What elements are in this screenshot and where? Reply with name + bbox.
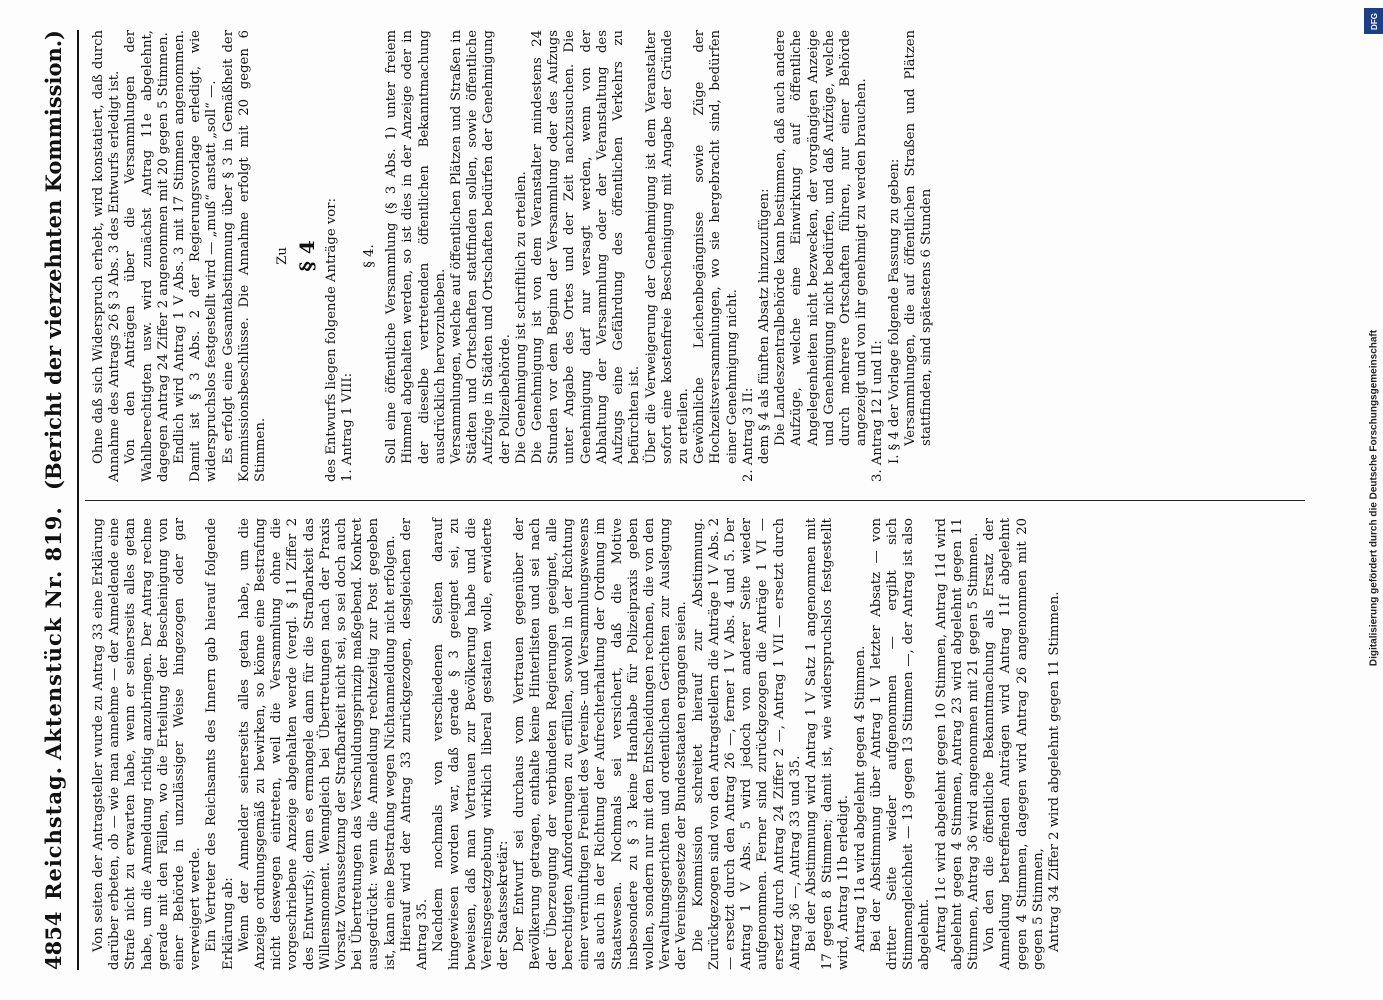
column-divider <box>85 500 1305 501</box>
paragraph: Versammlungen, die auf öffentlichen Straßen und Plätzen stattfinden, sind spätestens 6 Stunden <box>902 30 934 446</box>
header-right: (Bericht der vierzehnten Kommission.) <box>41 30 66 491</box>
paragraph: Nachdem nochmals von verschiedenen Seiten darauf hingewiesen worden war, daß gerade § 3 geeignet sei, zu beweisen, daß man Vertrauen zur Bevölkerung habe und die Vereinsgesetzgebung wirklich liberal gestalten wolle, erwiderte der Staatssekretär: <box>431 518 512 970</box>
paragraph: Bei der Abstimmung über Antrag 1 V letzter Absatz — von dritter Seite wieder aufgenommen — ergibt sich Stimmengleichheit — 13 gegen 13 Stimmen —, der Antrag ist also abgelehnt. <box>868 518 933 970</box>
page-number: 4854 <box>41 911 66 970</box>
paragraph: Der Entwurf sei durchaus vom Vertrauen gegenüber der Bevölkerung getragen, enthalte keine Hinterlisten und sei nach der Überzeugung der verbündeten Regierungen geeignet, alle berechtigten Anforderungen zu erfüllen, sowohl in der Richtung einer vernünftigen Freiheit des Vereins- und Versammlungswesens als auch in der Richtung der Aufrechterhaltung der Ordnung im Staatswesen. Nochmals sei versichert, daß die Motive insbesondere zu § 3 keine Handhabe für Polizeipraxis geben wollen, sondern nur mit den Entscheidungen rechnen, die von den Verwaltungsgerichten und ordentlichen Gerichten zur Auslegung der Vereinsgesetze der Bundesstaaten ergangen seien. <box>512 518 690 970</box>
paragraph: Die Kommission schreitet hierauf zur Abstimmung. Zurückgezogen sind von den Antragstellern die Anträge 1 V Abs. 2 — ersetzt durch den Antrag 26 —, ferner 1 V Abs. 4 und 5. Der Antrag 1 V Abs. 5 wird jedoch von anderer Seite wieder aufgenommen. Ferner sind zurückgezogen die Anträge 1 VI — ersetzt durch Antrag 24 Ziffer 2 —, Antrag 1 VII — ersetzt durch Antrag 36 —, Antrag 33 und 35. <box>690 518 803 970</box>
paragraph: des Entwurfs liegen folgende Anträge vor: <box>323 198 339 482</box>
document-page <box>35 30 1315 970</box>
left-column <box>91 518 1063 970</box>
paragraph: Über die Verweigerung der Genehmigung ist dem Veranstalter sofort eine kostenfreie Bescheinigung mit Angabe der Gründe zu erteilen. <box>643 30 691 464</box>
section-prefix: Zu <box>275 247 291 265</box>
paragraph: Ein Vertreter des Reichsamts des Innern gab hierauf folgende Erklärung ab: <box>204 518 236 970</box>
subsection-heading: § 4. <box>362 244 378 268</box>
header-left: Reichstag. <box>41 766 66 900</box>
paragraph: Von den die öffentliche Bekanntmachung als Ersatz der Anmeldung betreffenden Anträgen wird Antrag 11f abgelehnt gegen 4 Stimmen, dagegen wird Antrag 26 angenommen mit 20 gegen 5 Stimmen, <box>982 518 1046 970</box>
list-item: 1. Antrag 1 VIII: <box>339 372 355 482</box>
paragraph: Gewöhnliche Leichenbegängnisse sowie Züge der Hochzeitsversammlungen, wo sie hergebracht sind, bedürfen einer Genehmigung nicht. <box>692 30 740 464</box>
paragraph: Von den Anträgen über die Versammlungen der Wahlberechtigten usw. wird zunächst Antrag 11e abgelehnt, dagegen Antrag 24 Ziffer 2 angenommen mit 20 gegen 5 Stimmen. <box>123 30 171 482</box>
paragraph: Wenn der Anmelder seinerseits alles getan habe, um die Anzeige ordnungsgemäß zu bewirken, so könne eine Bestrafung nicht deswegen eintreten, weil die Versammlung ohne die vorgeschriebene Anzeige abgehalten werde (vergl. § 11 Ziffer 2 des Entwurfs); denn es ermangele dann für die Strafbarkeit das Willensmoment. Wenngleich bei Übertretungen nach der Praxis Vorsatz Voraussetzung der Strafbarkeit nicht sei, so sei doch auch bei Übertretungen das Verschuldungsprinzip maßgebend. Konkret ausgedrückt: wenn die Anmeldung rechtzeitig zur Post gegeben ist, kann eine Bestrafung wegen Nichtanmeldung nicht erfolgen. <box>236 518 398 970</box>
paragraph: I. § 4 der Vorlage folgende Fassung zu geben: <box>886 158 902 464</box>
right-column <box>91 30 935 482</box>
running-header <box>35 30 79 970</box>
paragraph: Antrag 11c wird abgelehnt gegen 10 Stimmen, Antrag 11d wird abgelehnt gegen 4 Stimmen, Antrag 23 wird abgelehnt gegen 11 Stimmen, Antrag 36 wird angenommen mit 21 gegen 5 Stimmen. <box>933 518 981 970</box>
paragraph: Antrag 11a wird abgelehnt gegen 4 Stimmen. <box>852 645 868 952</box>
dfg-logo-icon: DFG <box>1364 8 1383 34</box>
paragraph: Ohne daß sich Widerspruch erhebt, wird konstatiert, daß durch Annahme des Antrags 26 § 3 Abs. 3 des Entwurfs erledigt ist. <box>91 30 123 482</box>
list-item: 2. Antrag 3 II: <box>740 387 756 482</box>
paragraph: Die Landeszentralbehörde kann bestimmen, daß auch andere Aufzüge, welche eine Einwirkung auf öffentliche Angelegenheiten nicht bezwecken, der vorgängigen Anzeige und Genehmigung nicht bedürfen, und daß Aufzüge, welche durch mehrere Ortschaften führen, nur einer Behörde angezeigt und von ihr genehmigt zu werden brauchen. <box>773 30 870 446</box>
paragraph: Hierauf wird der Antrag 33 zurückgezogen, desgleichen der Antrag 35. <box>398 518 431 970</box>
section-heading: § 4 <box>295 240 320 272</box>
paragraph: Von seiten der Antragsteller wurde zu Antrag 33 eine Erklärung darüber erbeten, ob — wie man annehme — der Anmeldende eine Strafe nicht zu erwarten habe, wenn er seinerseits alles getan habe, um die Anmeldung richtig anzubringen. Der Antrag rechne gerade mit den Fällen, wo die Erteilung der Bescheinigung von einer Behörde in unzulässiger Weise hingezogen oder gar verweigert werde. <box>91 518 204 970</box>
paragraph: Antrag 34 Ziffer 2 wird abgelehnt gegen 11 Stimmen. <box>1046 591 1062 952</box>
paragraph: Die Genehmigung ist schriftlich zu erteilen. <box>513 171 529 464</box>
list-item: 3. Antrag 12 I und II: <box>870 340 886 482</box>
paragraph: Es erfolgt eine Gesamtabstimmung über § 3 in Gemäßheit der Kommissionsbeschlüsse. Die Annahme erfolgt mit 20 gegen 6 Stimmen. <box>220 30 269 482</box>
paragraph: Die Genehmigung ist von dem Veranstalter mindestens 24 Stunden vor dem Beginn der Versammlung oder des Aufzugs unter Angabe des Ortes und der Zeit nachzusuchen. Die Genehmigung darf nur versagt werden, wenn von der Abhaltung der Versammlung oder der Veranstaltung des Aufzugs eine Gefährdung des öffentlichen Verkehrs zu befürchten ist. <box>530 30 643 464</box>
header-title: Aktenstück Nr. 819. <box>41 506 66 760</box>
paragraph: dem § 4 als fünften Absatz hinzuzufügen: <box>756 188 772 464</box>
paragraph: Soll eine öffentliche Versammlung (§ 3 Abs. 1) unter freiem Himmel abgehalten werden, so ist dies in der Anzeige oder in der dieselbe vertretenden öffentlichen Bekanntmachung ausdrücklich hervorzuheben. <box>384 30 448 464</box>
paragraph: Versammlungen, welche auf öffentlichen Plätzen und Straßen in Städten und Ortschaften stattfinden sollen, sowie öffentliche Aufzüge in Städten und Ortschaften bedürfen der Genehmigung der Polizeibehörde. <box>449 30 513 464</box>
paragraph: Endlich wird Antrag 1 V Abs. 3 mit 17 Stimmen angenommen. Damit ist § 3 Abs. 2 der Regierungsvorlage erledigt, wie widerspruchslos festgestellt wird — „muß“ anstatt „soll“ —. <box>172 30 220 482</box>
digitization-credit: Digitalisierung gefördert durch die Deutsche Forschungsgemeinschaft <box>1368 329 1380 667</box>
paragraph: Bei der Abstimmung wird Antrag 1 V Satz 1 angenommen mit 17 gegen 8 Stimmen; damit ist, wie widerspruchslos festgestellt wird, Antrag 11b erledigt. <box>803 518 852 970</box>
